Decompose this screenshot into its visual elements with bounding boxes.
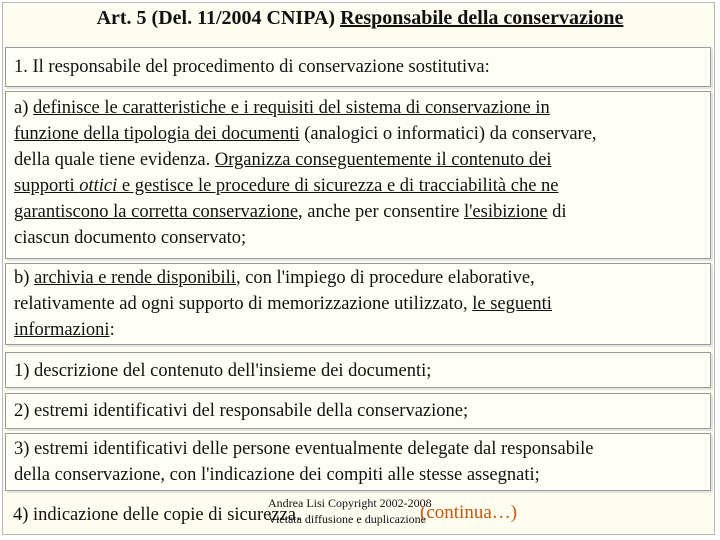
- point-a-box: [5, 91, 711, 259]
- item-1-text: 1) descrizione del contenuto dell'insieme dei documenti;: [14, 361, 432, 381]
- item-3-line-1: 3) estremi identificativi delle persone eventualmente delegate dal responsabile: [14, 439, 594, 459]
- point-a-line-2: [14, 121, 710, 147]
- point-a-line-3: [14, 147, 710, 173]
- item-3-line-2: della conservazione, con l'indicazione dei compiti alle stesse assegnati;: [14, 465, 540, 485]
- text: della quale tiene evidenza.: [14, 150, 215, 170]
- item-1-box: [5, 352, 711, 388]
- text: , con l'impiego di procedure elaborative,: [235, 268, 535, 288]
- text: b): [14, 268, 35, 288]
- point-b-line-1: [14, 265, 710, 291]
- item-2-box: [5, 393, 711, 429]
- text-underlined: le seguenti: [472, 294, 552, 314]
- point-a-line-1: [14, 95, 710, 121]
- title-prefix: Art. 5 (Del. 11/2004 CNIPA): [96, 7, 341, 29]
- point-a-line-6: ciascun documento conservato;: [14, 228, 247, 248]
- slide-title: [0, 7, 720, 30]
- text-underlined: e gestisce le procedure di sicurezza e di tracciabilità che ne: [117, 176, 559, 196]
- text: di: [547, 202, 567, 222]
- intro-box: [5, 47, 711, 87]
- text-underlined: l'esibizione: [463, 202, 548, 222]
- item-3-box: [5, 433, 711, 491]
- text-underlined: funzione della tipologia dei documenti: [14, 124, 300, 144]
- point-a-line-4: [14, 173, 710, 199]
- text-underlined: supporti: [14, 176, 80, 196]
- point-b-box: [5, 263, 711, 345]
- point-b-line-2: [14, 291, 710, 317]
- text: relativamente ad ogni supporto di memorizzazione utilizzato,: [14, 294, 473, 314]
- text: , anche per consentire: [298, 202, 464, 222]
- text-underlined: definisce le caratteristiche e i requisiti del sistema di conservazione in: [33, 98, 550, 118]
- item-2-text: 2) estremi identificativi del responsabile della conservazione;: [14, 401, 469, 421]
- point-b-line-3: [14, 317, 710, 343]
- copyright-text: Andrea Lisi Copyright 2002-2008: [268, 496, 432, 510]
- text-underlined: garantiscono la corretta conservazione: [14, 202, 299, 222]
- text-italic: ottici: [79, 176, 118, 196]
- text: a): [14, 98, 33, 118]
- text: :: [109, 320, 115, 340]
- text-underlined: Organizza conseguentemente il contenuto dei: [214, 150, 552, 170]
- item-4-text: 4) indicazione delle copie di sicurezza.: [13, 505, 301, 525]
- point-a-line-5: [14, 199, 710, 225]
- continua-label[interactable]: (continua…): [420, 502, 518, 523]
- text: (analogici o informatici) da conservare,: [299, 124, 597, 144]
- title-underlined: Responsabile della conservazione: [340, 7, 624, 29]
- text-underlined: informazioni: [14, 320, 110, 340]
- notice-text: Vietata diffusione e duplicazione: [268, 512, 426, 526]
- text-underlined: archivia e rende disponibili: [34, 268, 236, 288]
- intro-text: 1. Il responsabile del procedimento di conservazione sostitutiva:: [14, 57, 490, 77]
